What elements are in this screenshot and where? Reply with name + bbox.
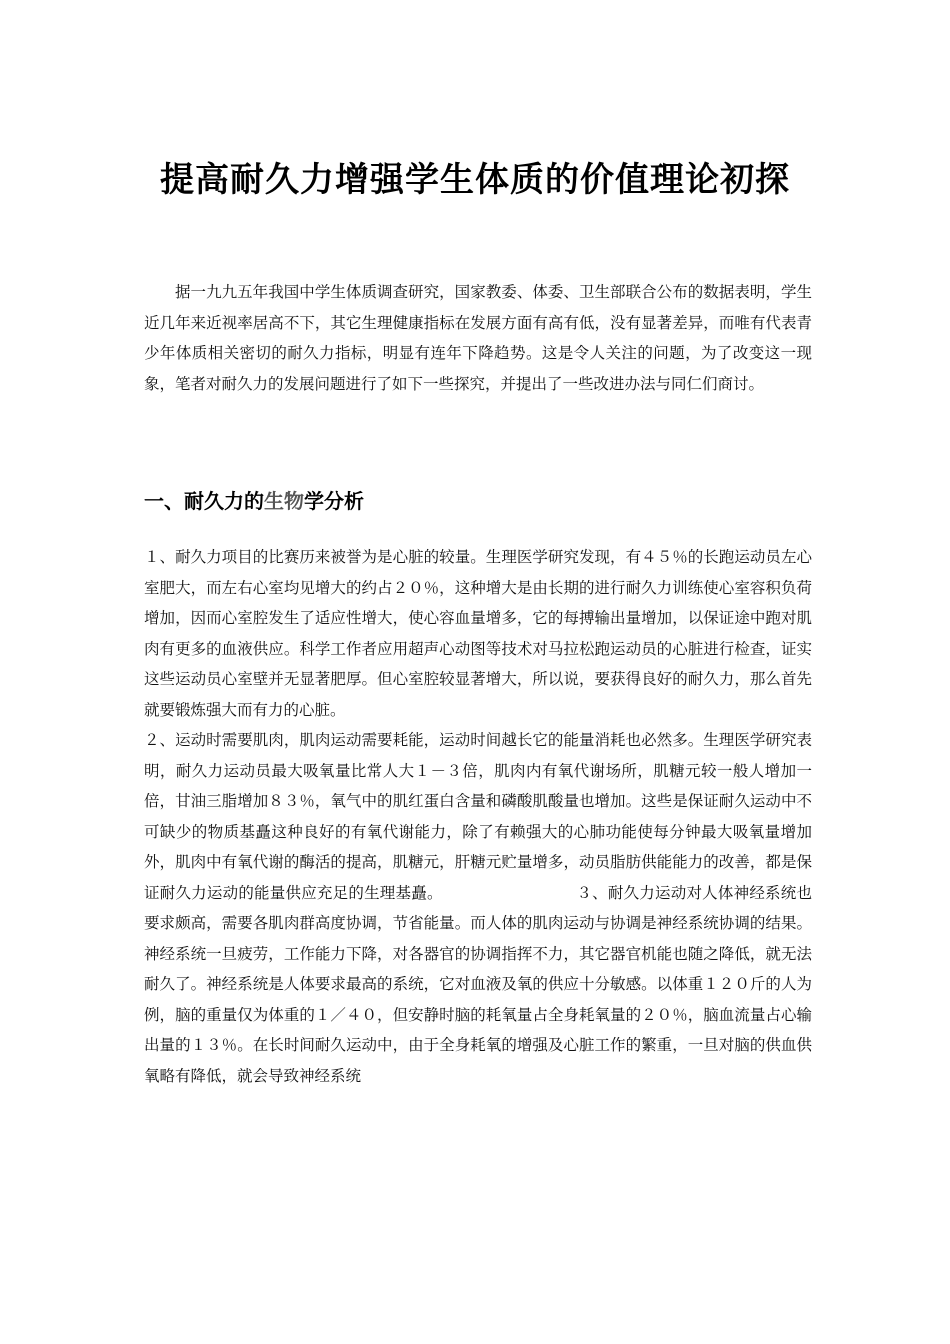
section-heading-suffix: 学分析 bbox=[304, 489, 364, 513]
section-heading bbox=[144, 484, 812, 518]
section-paragraph-1: １、耐久力项目的比赛历来被誉为是心脏的较量。生理医学研究发现，有４５％的长跑运动员左心室肥大，而左右心室均见增大的约占２０％，这种增大是由长期的进行耐久力训练使心室容积负荷增加，因而心室腔发生了适应性增大，使心容血量增多，它的每搏输出量增加，以保证途中跑对肌肉有更多的血液供应。科学工作者应用超声心动图等技术对马拉松跑运动员的心脏进行检查，证实这些运动员心室壁并无显著肥厚。但心室腔较显著增大，所以说，要获得良好的耐久力，那么首先就要锻炼强大而有力的心脏。 bbox=[144, 548, 812, 719]
section-heading-highlight: 生物 bbox=[264, 489, 304, 513]
section-paragraph-2: ２、运动时需要肌肉，肌肉运动需要耗能，运动时间越长它的能量消耗也必然多。生理医学研究表明，耐久力运动员最大吸氧量比常人大１－３倍，肌肉内有氧代谢场所，肌糖元较一般人增加一倍，甘油三脂增加８３％，氧气中的肌红蛋白含量和磷酸肌酸量也增加。这些是保证耐久运动中不可缺少的物质基矗这种良好的有氧代谢能力，除了有赖强大的心肺功能使每分钟最大吸氧量增加外，肌肉中有氧代谢的酶活的提高，肌糖元，肝糖元贮量增多，动员脂肪供能能力的改善，都是保证耐久力运动的能量供应充足的生理基矗。 ３、耐久力运动对人体神经系统也要求颇高，需要各肌肉群高度协调，节省能量。而人体的肌肉运动与协调是神经系统协调的结果。神经系统一旦疲劳，工作能力下降，对各器官的协调指挥不力，其它器官机能也随之降低，就无法耐久了。神经系统是人体要求最高的系统，它对血液及氧的供应十分敏感。以体重１２０斤的人为例，脑的重量仅为体重的１／４０，但安静时脑的耗氧量占全身耗氧量的２０％，脑血流量占心输出量的１３％。在长时间耐久运动中，由于全身耗氧的增强及心脏工作的繁重，一旦对脑的供血供氧略有降低，就会导致神经系统 bbox=[144, 731, 812, 1085]
document-title: 提高耐久力增强学生体质的价值理论初探 bbox=[160, 160, 790, 200]
section-heading-prefix: 一、耐久力的 bbox=[144, 489, 264, 513]
section-body bbox=[144, 542, 812, 1091]
intro-paragraph: 据一九九五年我国中学生体质调查研究，国家教委、体委、卫生部联合公布的数据表明，学生近几年来近视率居高不下，其它生理健康指标在发展方面有高有低，没有显著差异，而唯有代表青少年体质相关密切的耐久力指标，明显有连年下降趋势。这是令人关注的问题，为了改变这一现象，笔者对耐久力的发展问题进行了如下一些探究，并提出了一些改进办法与同仁们商讨。 bbox=[144, 283, 812, 393]
